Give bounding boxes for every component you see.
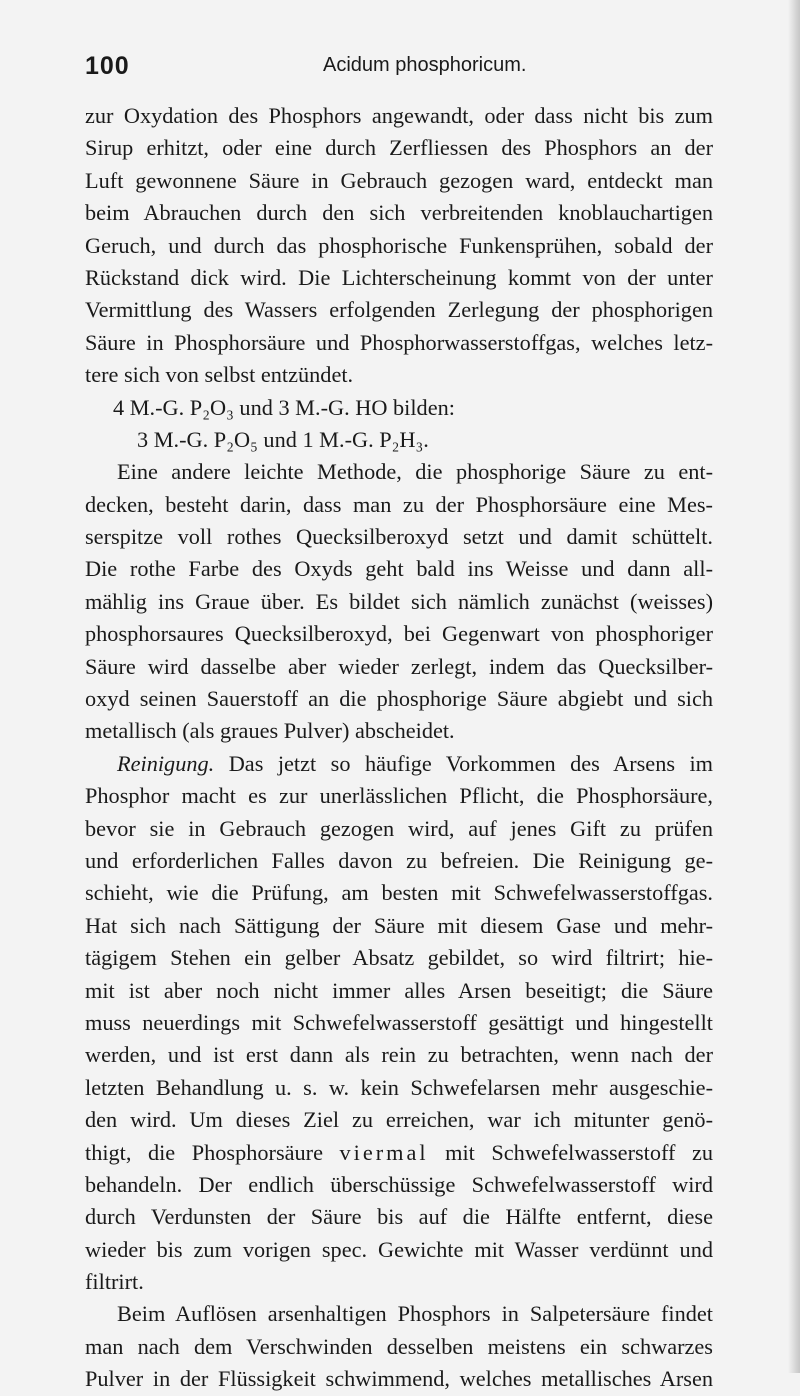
text-line: Säure wird dasselbe aber wieder zerlegt, indem das Quecksilber- [85, 653, 713, 679]
page-number: 100 [85, 52, 130, 80]
text-line: Eine andere leichte Methode, die phosphorige Säure zu ent- [117, 459, 713, 485]
text-line: phosphorsaures Quecksilberoxyd, bei Gegenwart von phosphoriger [85, 621, 713, 647]
text-line: Rückstand dick wird. Die Lichterscheinung kommt von der unter [85, 264, 713, 290]
text-line: beim Abrauchen durch den sich verbreitenden knoblauchartigen [85, 200, 713, 226]
text-line [85, 1137, 713, 1169]
text-line: schieht, wie die Prüfung, am besten mit Schwefelwasserstoffgas. [85, 880, 713, 906]
text-line: oxyd seinen Sauerstoff an die phosphorige Säure abgiebt und sich [85, 686, 713, 712]
text-line: filtrirt. [85, 1269, 144, 1295]
text-line: Hat sich nach Sättigung der Säure mit diesem Gase und mehr- [85, 912, 713, 938]
text-line: mit ist aber noch nicht immer alles Arsen beseitigt; die Säure [85, 977, 713, 1003]
text-line: Die rothe Farbe des Oxyds geht bald ins Weisse und dann all- [85, 556, 713, 582]
emphasis-viermal: viermal [339, 1139, 429, 1165]
running-title: Acidum phosphoricum. [323, 54, 527, 76]
text-line: behandeln. Der endlich überschüssige Schwefelwasserstoff wird [85, 1171, 713, 1197]
text-line: bevor sie in Gebrauch gezogen wird, auf jenes Gift zu prüfen [85, 815, 713, 841]
text-line: Geruch, und durch das phosphorische Funkensprühen, sobald der [85, 232, 713, 258]
text-line: muss neuerdings mit Schwefelwasserstoff gesättigt und hingestellt [85, 1009, 713, 1035]
text-line-rest: Das jetzt so häufige Vorkommen des Arsens im [228, 750, 714, 776]
formula-line: 4 M.-G. P₂O₃ und 3 M.-G. HO bilden: [113, 394, 455, 420]
text-line: Luft gewonnene Säure in Gebrauch gezogen ward, entdeckt man [85, 167, 713, 193]
text-line: tere sich von selbst entzündet. [85, 362, 354, 388]
section-heading-reinigung: Reinigung. [117, 750, 215, 776]
text-line: man nach dem Verschwinden desselben meistens ein schwarzes [85, 1333, 713, 1359]
text-line: wieder bis zum vorigen spec. Gewichte mit Wasser verdünnt und [85, 1236, 713, 1262]
text-line: Säure in Phosphorsäure und Phosphorwasserstoffgas, welches letz- [85, 329, 713, 355]
body-text [85, 100, 713, 1396]
text-line: tägigem Stehen ein gelber Absatz gebildet, so wird filtrirt; hie- [85, 945, 713, 971]
text-line: letzten Behandlung u. s. w. kein Schwefelarsen mehr ausgeschie- [85, 1074, 713, 1100]
text-line-start: thigt, die Phosphorsäure [85, 1139, 323, 1165]
text-line: und erforderlichen Falles davon zu befreien. Die Reinigung ge- [85, 847, 713, 873]
text-line: Sirup erhitzt, oder eine durch Zerfliessen des Phosphors an der [85, 135, 713, 161]
text-line: Phosphor macht es zur unerlässlichen Pflicht, die Phosphorsäure, [85, 783, 713, 809]
text-line-end: mit Schwefelwasserstoff zu [445, 1139, 714, 1165]
book-page [85, 52, 713, 1396]
text-line [85, 748, 713, 780]
text-line: zur Oxydation des Phosphors angewandt, oder dass nicht bis zum [85, 103, 713, 128]
text-line: serspitze voll rothes Quecksilberoxyd setzt und damit schüttelt. [85, 524, 713, 550]
text-line: werden, und ist erst dann als rein zu betrachten, wenn nach der [85, 1042, 713, 1068]
text-line: durch Verdunsten der Säure bis auf die Hälfte entfernt, diese [85, 1204, 713, 1230]
text-line: decken, besteht darin, dass man zu der Phosphorsäure eine Mes- [85, 491, 713, 517]
text-line: Beim Auflösen arsenhaltigen Phosphors in Salpetersäure findet [117, 1301, 713, 1327]
text-line: Vermittlung des Wassers erfolgenden Zerlegung der phosphorigen [85, 297, 713, 323]
formula-line: 3 M.-G. P₂O₅ und 1 M.-G. P₂H₃. [137, 426, 429, 452]
text-line: den wird. Um dieses Ziel zu erreichen, war ich mitunter genö- [85, 1107, 713, 1133]
text-line: Pulver in der Flüssigkeit schwimmend, welches metallisches Arsen [85, 1366, 713, 1392]
running-head [85, 52, 713, 82]
text-line: mählig ins Graue über. Es bildet sich nämlich zunächst (weisses) [85, 588, 713, 614]
scan-page-edge [788, 0, 800, 1373]
text-line: metallisch (als graues Pulver) abscheidet. [85, 718, 455, 744]
